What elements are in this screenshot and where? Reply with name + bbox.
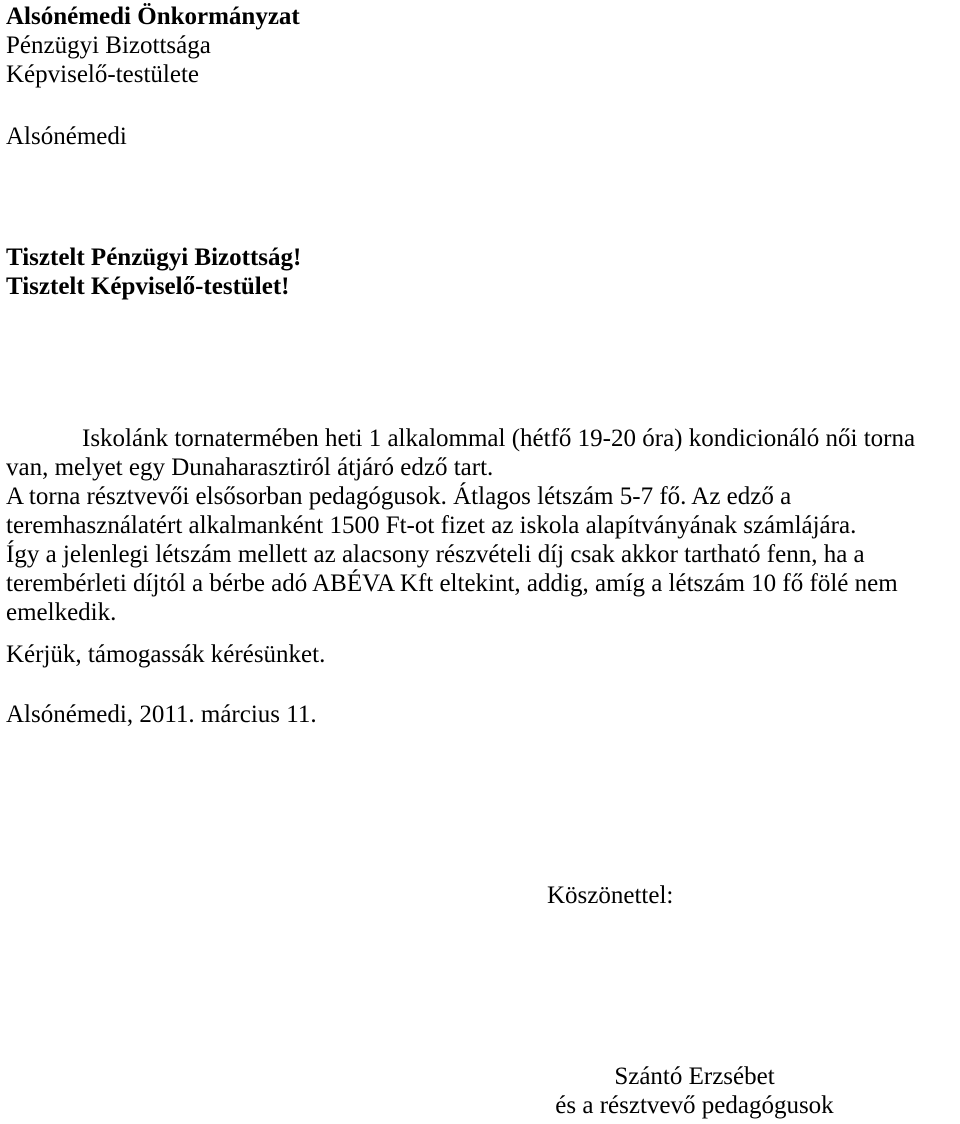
salutation-line-2: Tisztelt Képviselő-testület! [6,273,290,300]
sender-block [6,2,300,89]
body-line: teremhasználatért alkalmanként 1500 Ft-ot fizet az iskola alapítványának számlájára. [6,512,857,539]
body-line: van, melyet egy Dunaharasztiról átjáró edző tart. [6,454,494,481]
body-line: A torna résztvevői elsősorban pedagógusok. Átlagos létszám 5-7 fő. Az edző a [6,483,792,510]
signature-block [547,1062,842,1120]
signer-group: és a résztvevő pedagógusok [555,1092,834,1119]
body-line: emelkedik. [6,599,117,626]
body-line: Így a jelenlegi létszám mellett az alacsony részvételi díj csak akkor tartható fenn, ha a [6,541,865,568]
sender-committee: Pénzügyi Bizottsága [6,32,211,59]
body-line: terembérleti díjtól a bérbe adó ABÉVA Kft eltekint, addig, amíg a létszám 10 fő fölé nem [6,570,898,597]
salutation-line-1: Tisztelt Pénzügyi Bizottság! [6,244,302,271]
thanks-line: Köszönettel: [547,882,674,909]
sender-organization: Alsónémedi Önkormányzat [6,3,300,30]
signer-name: Szántó Erzsébet [614,1063,775,1090]
request-line: Kérjük, támogassák kérésünket. [6,641,326,668]
sender-body: Képviselő-testülete [6,61,199,88]
salutation-block [6,243,301,301]
date-line: Alsónémedi, 2011. március 11. [6,701,317,728]
letter-body [6,424,915,627]
body-line: Iskolánk tornatermében heti 1 alkalommal (hétfő 19-20 óra) kondicionáló női torna [82,425,916,452]
recipient-city: Alsónémedi [6,123,127,150]
